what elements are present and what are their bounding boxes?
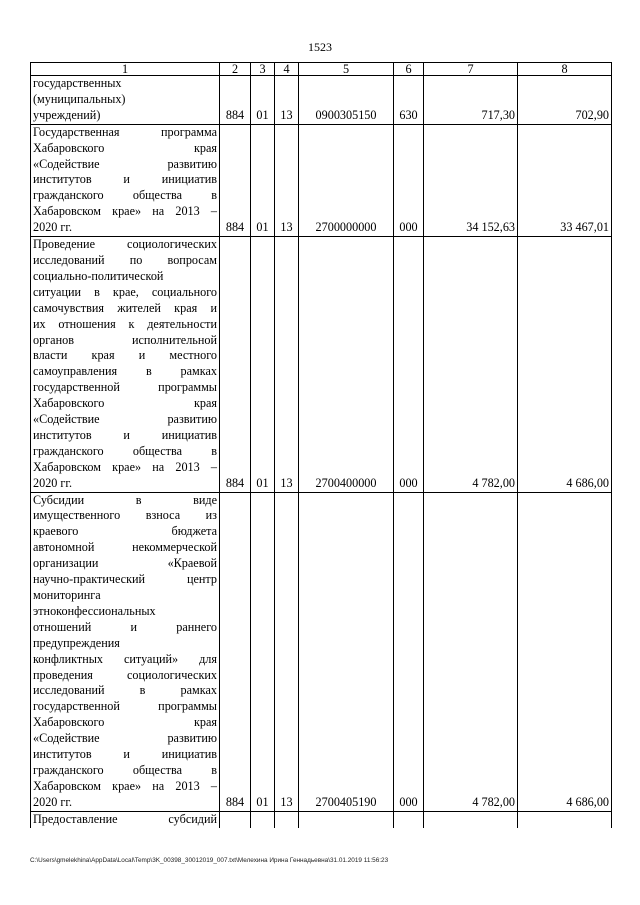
description-line: этноконфессиональных (33, 603, 156, 618)
description-line: исследований в рамках (33, 683, 217, 698)
page-number: 1523 (308, 40, 332, 54)
description-line: имущественного взноса из (33, 508, 217, 523)
description-line: научно-практический центр (33, 572, 217, 587)
description-line: Государственная программа (33, 124, 217, 139)
description-cell (31, 811, 220, 827)
table-row (31, 237, 612, 493)
description-line: «Содействие развитию (33, 731, 217, 746)
column-header: 4 (275, 63, 299, 76)
expense-type-cell: 000 (394, 237, 424, 493)
column-header: 6 (394, 63, 424, 76)
target-article-cell: 2700405190 (299, 492, 394, 811)
expense-type-cell: 630 (394, 76, 424, 125)
description-line: государственной программы (33, 699, 217, 714)
budget-table (30, 62, 612, 828)
subsection-code-cell: 13 (275, 76, 299, 125)
description-line: отношений и раннего (33, 619, 217, 634)
amount-year1-cell: 34 152,63 (424, 124, 518, 236)
file-path-footer: C:\Users\gmelekhina\AppData\Local\Temp\3K_00398_30012019_007.txt\Мелехина Ирина Геннадьевна\31.01.2019 11:56:23 (30, 857, 389, 864)
description-line: Проведение социологических (33, 237, 217, 252)
subsection-code-cell (275, 811, 299, 827)
description-line: 2020 гг. (33, 475, 73, 490)
column-header-row (31, 63, 612, 76)
description-line: мониторинга (33, 588, 101, 602)
description-line: Предоставление субсидий (33, 811, 217, 826)
section-code-cell: 01 (251, 492, 275, 811)
description-line: государственной программы (33, 380, 217, 395)
amount-year1-cell: 717,30 (424, 76, 518, 125)
description-line: учреждений) (33, 107, 101, 122)
description-line: исследований по вопросам (33, 252, 217, 267)
description-line: предупреждения (33, 635, 120, 650)
description-cell (31, 492, 220, 811)
description-line: конфликтных ситуаций» для (33, 651, 217, 666)
admin-code-cell: 884 (220, 76, 251, 125)
description-line: «Содействие развитию (33, 412, 217, 427)
column-header: 8 (518, 63, 612, 76)
description-line: гражданского общества в (33, 188, 217, 203)
description-line: институтов и инициатив (33, 747, 217, 762)
table-row (31, 76, 612, 125)
amount-year1-cell (424, 811, 518, 827)
target-article-cell: 2700400000 (299, 237, 394, 493)
amount-year1-cell: 4 782,00 (424, 492, 518, 811)
subsection-code-cell: 13 (275, 492, 299, 811)
expense-type-cell: 000 (394, 124, 424, 236)
section-code-cell: 01 (251, 76, 275, 125)
description-line: Субсидии в виде (33, 492, 217, 507)
description-line: Хабаровском крае» на 2013 – (33, 778, 217, 793)
table-body (31, 63, 612, 828)
description-line: институтов и инициатив (33, 172, 217, 187)
description-line: самоуправления в рамках (33, 364, 217, 379)
amount-year2-cell (518, 811, 612, 827)
expense-type-cell (394, 811, 424, 827)
description-line: проведения социологических (33, 667, 217, 682)
admin-code-cell: 884 (220, 237, 251, 493)
description-cell (31, 237, 220, 493)
target-article-cell (299, 811, 394, 827)
description-line: гражданского общества в (33, 443, 217, 458)
description-line: организации «Краевой (33, 556, 217, 571)
admin-code-cell: 884 (220, 492, 251, 811)
section-code-cell: 01 (251, 124, 275, 236)
admin-code-cell: 884 (220, 124, 251, 236)
description-cell (31, 124, 220, 236)
description-line: государственных (33, 76, 122, 90)
description-line: краевого бюджета (33, 524, 217, 539)
description-line: автономной некоммерческой (33, 540, 217, 555)
description-line: самочувствия жителей края и (33, 300, 217, 315)
target-article-cell: 2700000000 (299, 124, 394, 236)
description-line: власти края и местного (33, 348, 217, 363)
description-line: социально-политической (33, 268, 164, 283)
amount-year2-cell: 702,90 (518, 76, 612, 125)
description-cell (31, 76, 220, 125)
description-line: ситуации в крае, социального (33, 284, 217, 299)
column-header: 1 (31, 63, 220, 76)
description-line: Хабаровского края (33, 396, 217, 411)
column-header: 3 (251, 63, 275, 76)
description-line: Хабаровского края (33, 140, 217, 155)
description-line: «Содействие развитию (33, 156, 217, 171)
column-header: 5 (299, 63, 394, 76)
expense-type-cell: 000 (394, 492, 424, 811)
admin-code-cell (220, 811, 251, 827)
subsection-code-cell: 13 (275, 124, 299, 236)
description-line: институтов и инициатив (33, 427, 217, 442)
description-line: 2020 гг. (33, 220, 73, 235)
table-row (31, 811, 612, 827)
description-line: их отношения к деятельности (33, 316, 217, 331)
description-line: (муниципальных) (33, 91, 126, 106)
section-code-cell: 01 (251, 237, 275, 493)
amount-year2-cell: 4 686,00 (518, 237, 612, 493)
description-line: 2020 гг. (33, 794, 73, 809)
description-line: Хабаровском крае» на 2013 – (33, 204, 217, 219)
amount-year2-cell: 33 467,01 (518, 124, 612, 236)
description-line: Хабаровском крае» на 2013 – (33, 459, 217, 474)
target-article-cell: 0900305150 (299, 76, 394, 125)
description-line: органов исполнительной (33, 332, 217, 347)
column-header: 2 (220, 63, 251, 76)
amount-year1-cell: 4 782,00 (424, 237, 518, 493)
column-header: 7 (424, 63, 518, 76)
table-row (31, 492, 612, 811)
table-row (31, 124, 612, 236)
subsection-code-cell: 13 (275, 237, 299, 493)
amount-year2-cell: 4 686,00 (518, 492, 612, 811)
description-line: Хабаровского края (33, 715, 217, 730)
section-code-cell (251, 811, 275, 827)
description-line: гражданского общества в (33, 762, 217, 777)
